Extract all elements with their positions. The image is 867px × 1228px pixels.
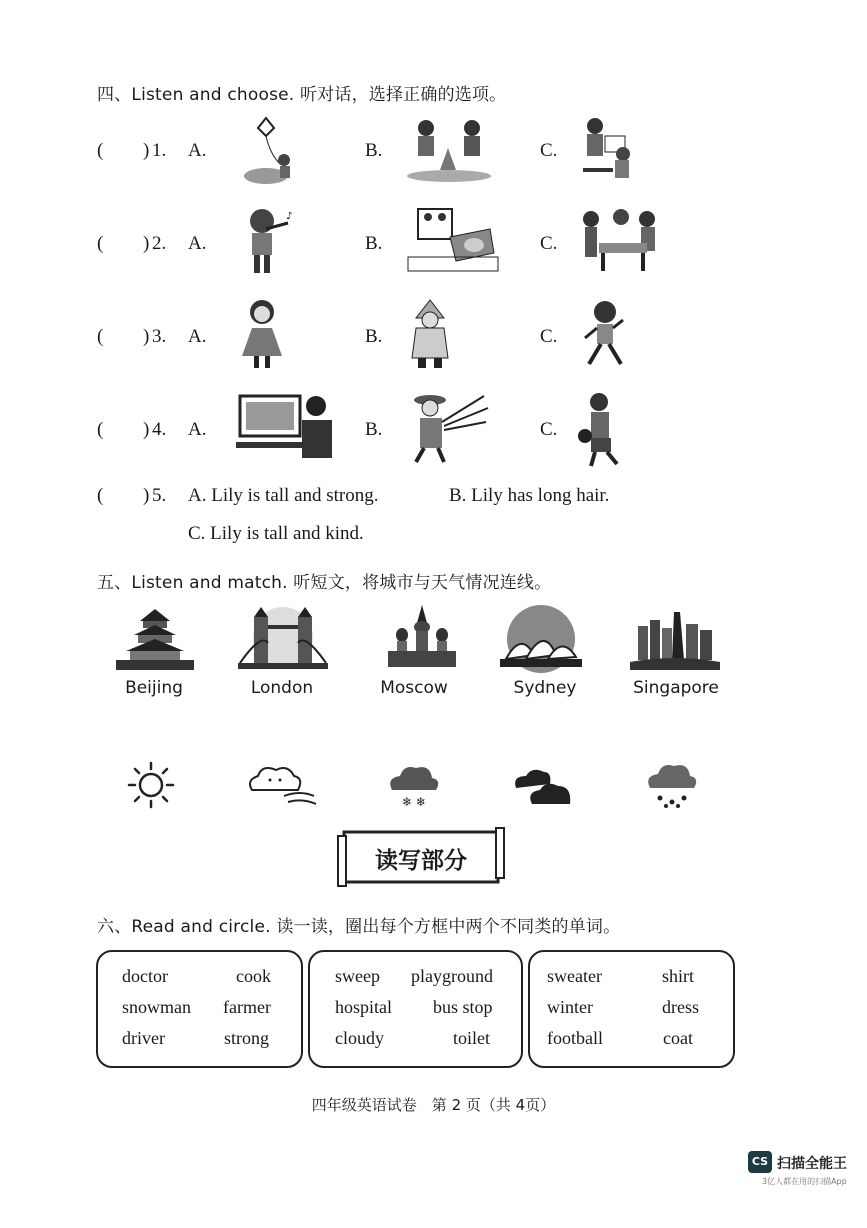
- section5-title: 五、Listen and match. 听短文，将城市与天气情况连线。: [97, 573, 552, 593]
- q4-option-a-label: A.: [188, 419, 207, 440]
- q5-option-b: B. Lily has long hair.: [449, 485, 610, 506]
- city-singapore: Singapore: [633, 678, 719, 698]
- svg-text:❄ ❄: ❄ ❄: [402, 795, 426, 809]
- children-building-sandcastle-icon[interactable]: [404, 114, 504, 194]
- watermark-badge: CS: [748, 1151, 772, 1173]
- tower-bridge-icon: [238, 603, 328, 675]
- q1-option-c-label: C.: [540, 140, 558, 161]
- word-bus-stop[interactable]: bus stop: [433, 997, 493, 1017]
- q1-paren-open: (: [97, 140, 104, 161]
- sydney-opera-house-icon: [496, 603, 586, 675]
- q4-paren-close: ): [143, 419, 150, 440]
- girls-drawing-pictures-icon[interactable]: [577, 114, 677, 194]
- q3-paren-open: (: [97, 326, 104, 347]
- watermark-name: 扫描全能王: [777, 1156, 847, 1172]
- picnic-basket-icon[interactable]: [404, 205, 504, 285]
- q1-option-a-label: A.: [188, 140, 207, 161]
- word-winter[interactable]: winter: [547, 997, 593, 1017]
- watermark-subtitle: 3亿人都在用的扫描App: [762, 1177, 847, 1186]
- q5-number: 5.: [152, 485, 167, 506]
- farmer-with-wheat-icon[interactable]: [404, 392, 504, 472]
- q4-number: 4.: [152, 419, 167, 440]
- word-hospital[interactable]: hospital: [335, 997, 392, 1017]
- q3-number: 3.: [152, 326, 167, 347]
- q5-paren-close: ): [143, 485, 150, 506]
- kremlin-icon: [382, 603, 462, 675]
- girl-in-dress-icon[interactable]: [236, 298, 336, 378]
- girl-running-icon[interactable]: [577, 298, 677, 378]
- boy-playing-flute-icon[interactable]: [236, 205, 336, 285]
- word-driver[interactable]: driver: [122, 1028, 165, 1048]
- city-london: London: [250, 678, 314, 698]
- cloudy-icon: [512, 766, 574, 808]
- word-farmer[interactable]: farmer: [223, 997, 271, 1017]
- city-sydney: Sydney: [513, 678, 577, 698]
- word-toilet[interactable]: toilet: [453, 1028, 490, 1048]
- q1-paren-close: ): [143, 140, 150, 161]
- word-cook[interactable]: cook: [236, 966, 271, 986]
- page-footer: 四年级英语试卷 第 2 页（共 4页）: [311, 1096, 556, 1114]
- sunny-icon: [126, 760, 176, 810]
- word-coat[interactable]: coat: [663, 1028, 693, 1048]
- word-shirt[interactable]: shirt: [662, 966, 695, 986]
- man-at-computer-icon[interactable]: [236, 392, 336, 472]
- q2-paren-close: ): [143, 233, 150, 254]
- q5-option-c: C. Lily is tall and kind.: [188, 523, 364, 544]
- q2-option-c-label: C.: [540, 233, 558, 254]
- q2-option-b-label: B.: [365, 233, 383, 254]
- windy-icon: [244, 760, 320, 810]
- q3-paren-close: ): [143, 326, 150, 347]
- city-beijing: Beijing: [125, 678, 183, 698]
- q5-paren-open: (: [97, 485, 104, 506]
- word-doctor[interactable]: doctor: [122, 966, 168, 986]
- word-sweep[interactable]: sweep: [335, 966, 380, 986]
- q4-paren-open: (: [97, 419, 104, 440]
- singapore-skyline-icon: [630, 606, 720, 674]
- word-dress[interactable]: dress: [662, 997, 699, 1017]
- q3-option-b-label: B.: [365, 326, 383, 347]
- family-eating-dinner-icon[interactable]: [577, 205, 677, 285]
- word-playground[interactable]: playground: [411, 966, 493, 986]
- word-cloudy[interactable]: cloudy: [335, 1028, 384, 1048]
- q3-option-c-label: C.: [540, 326, 558, 347]
- q2-number: 2.: [152, 233, 167, 254]
- q2-paren-open: (: [97, 233, 104, 254]
- city-moscow: Moscow: [380, 678, 448, 698]
- svg-text:♪: ♪: [286, 211, 293, 222]
- temple-of-heaven-icon: [110, 605, 200, 675]
- q3-option-a-label: A.: [188, 326, 207, 347]
- word-strong[interactable]: strong: [224, 1028, 269, 1048]
- banner-label: 读写部分: [375, 848, 467, 874]
- child-in-raincoat-icon[interactable]: [404, 298, 504, 378]
- word-sweater[interactable]: sweater: [547, 966, 602, 986]
- basketball-player-icon[interactable]: [577, 392, 677, 472]
- q1-option-b-label: B.: [365, 140, 383, 161]
- word-snowman[interactable]: snowman: [122, 997, 191, 1017]
- q1-number: 1.: [152, 140, 167, 161]
- q4-option-c-label: C.: [540, 419, 558, 440]
- word-football[interactable]: football: [547, 1028, 603, 1048]
- q5-option-a: A. Lily is tall and strong.: [188, 485, 379, 506]
- q4-option-b-label: B.: [365, 419, 383, 440]
- q2-option-a-label: A.: [188, 233, 207, 254]
- rainy-icon: [644, 760, 700, 810]
- snowy-icon: [386, 760, 442, 812]
- section4-title: 四、Listen and choose. 听对话，选择正确的选项。: [97, 85, 507, 105]
- section6-title: 六、Read and circle. 读一读，圈出每个方框中两个不同类的单词。: [97, 917, 621, 937]
- boy-flying-kite-icon[interactable]: [236, 114, 336, 194]
